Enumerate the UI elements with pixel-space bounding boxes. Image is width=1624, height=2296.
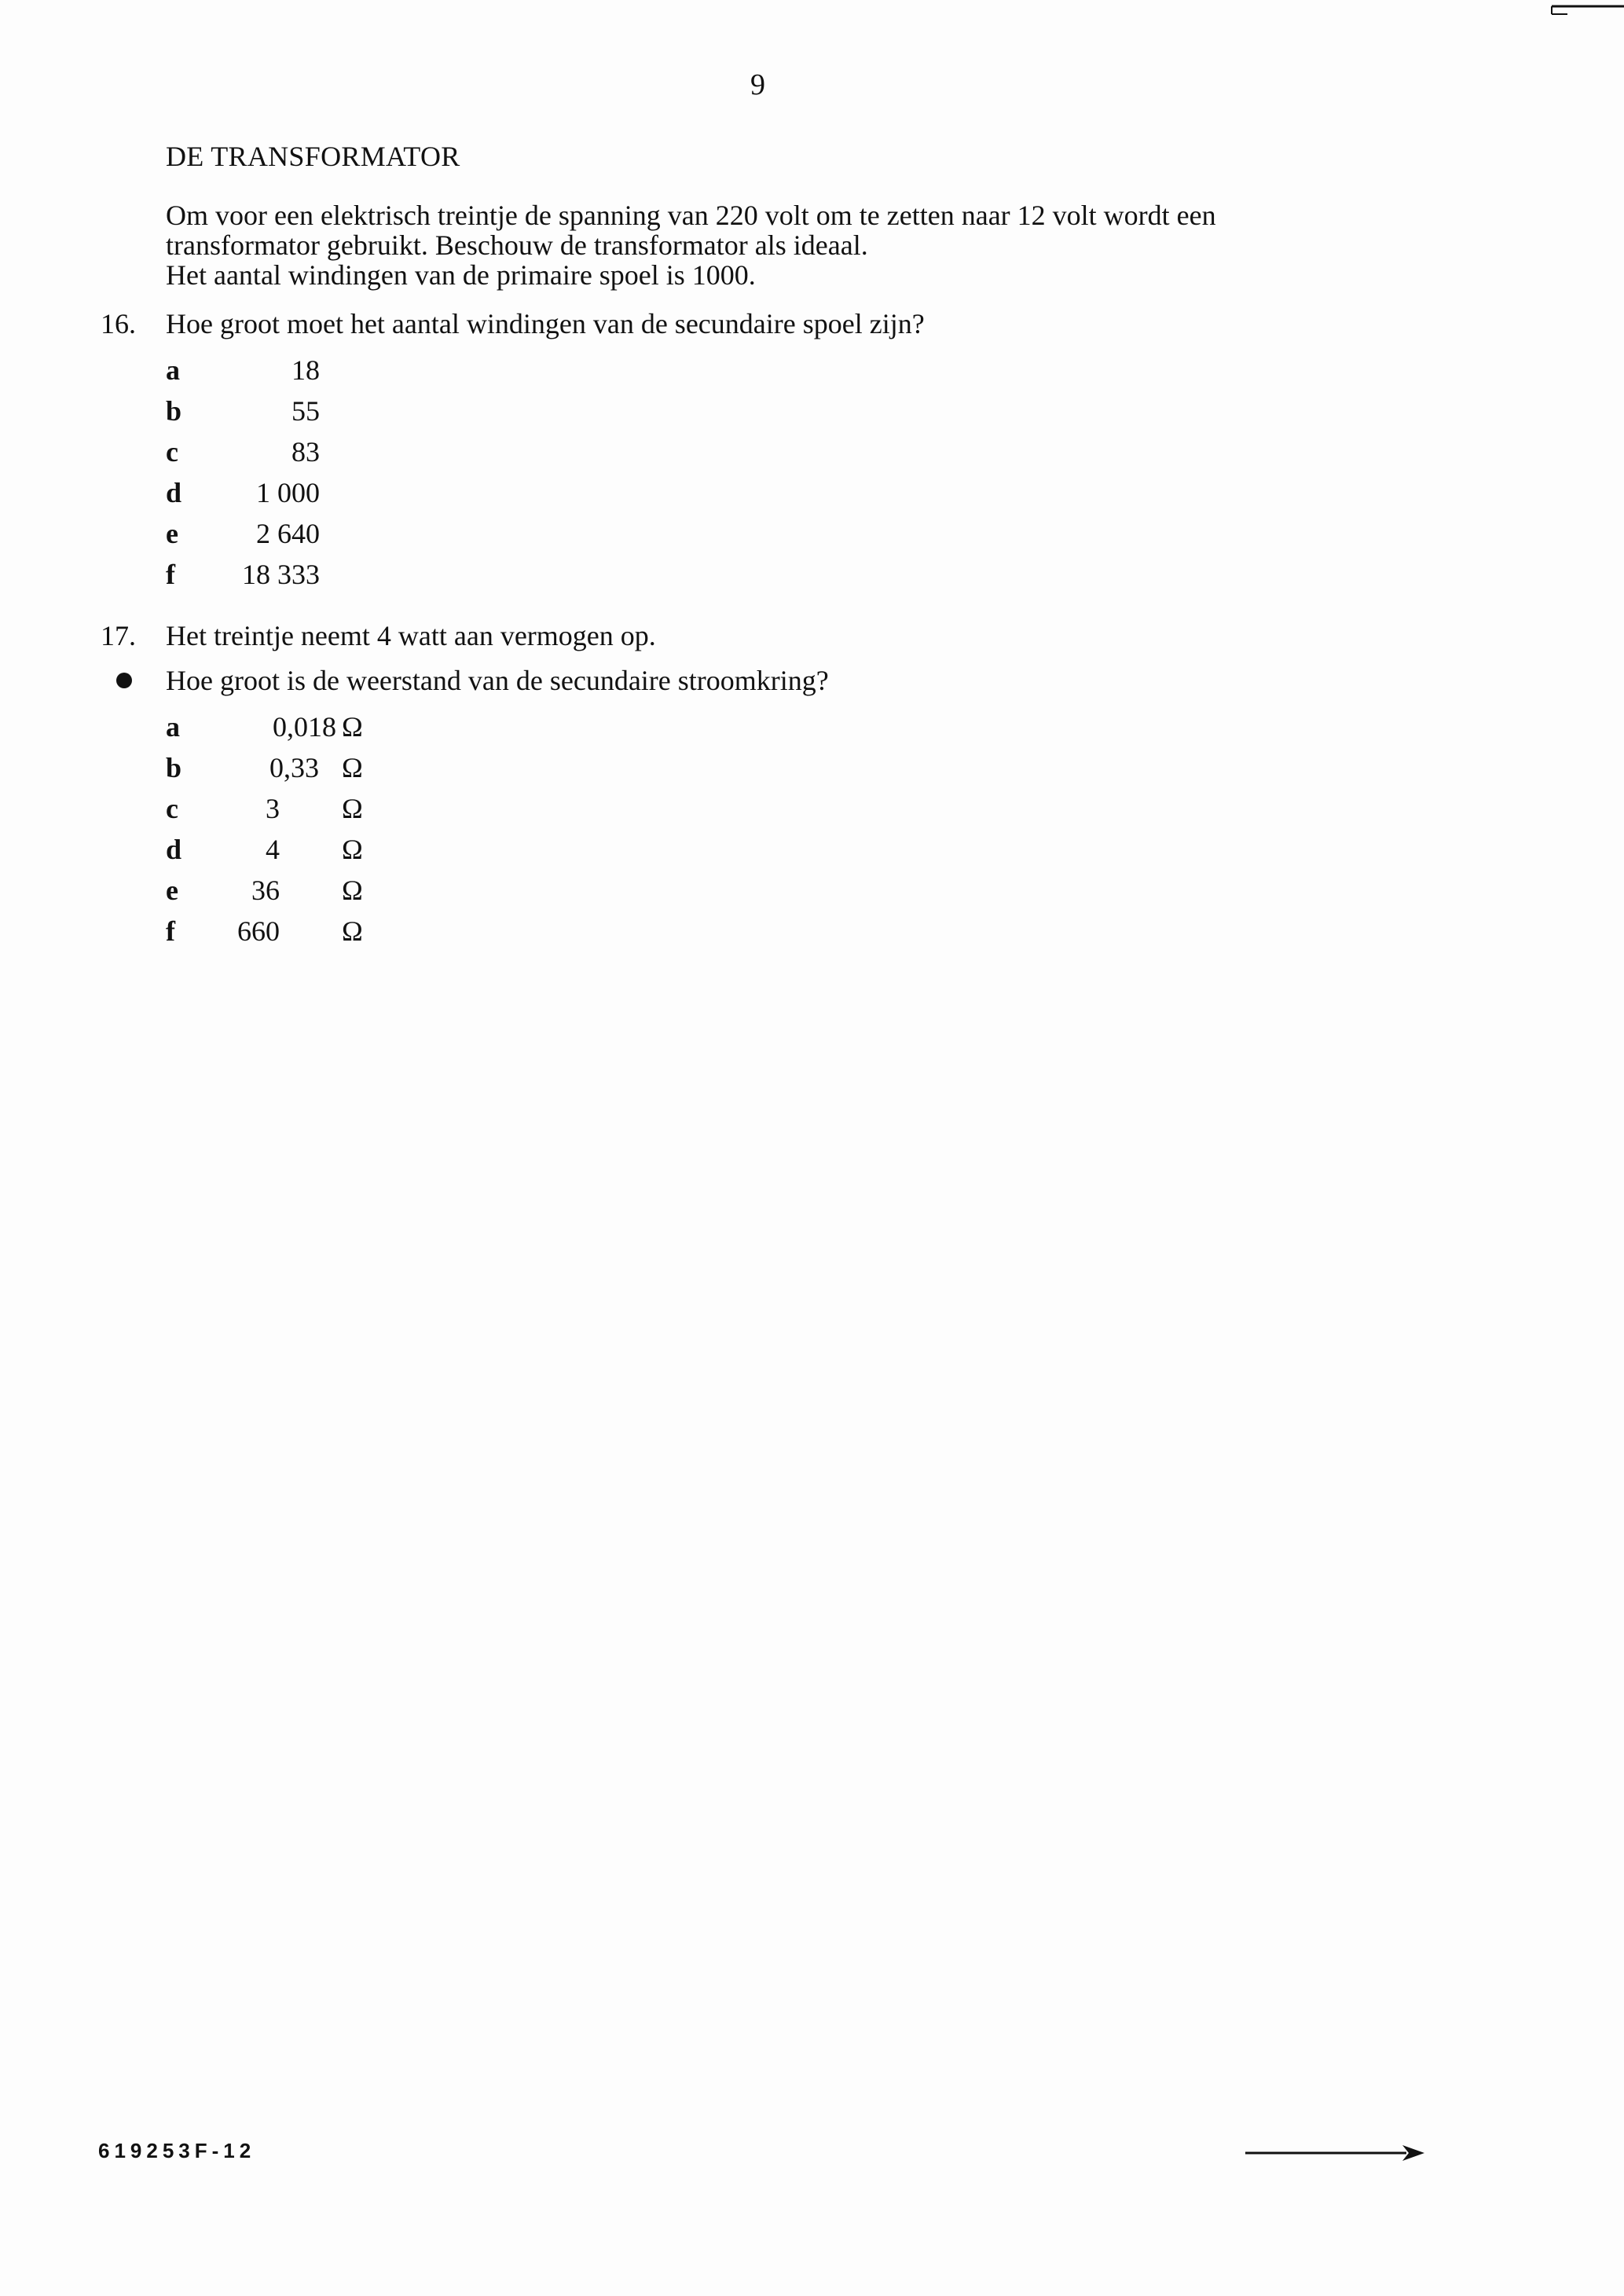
option-value: 0,33 <box>269 752 319 783</box>
option-letter: b <box>166 752 182 783</box>
option-value: 0,018 <box>273 711 336 743</box>
option-unit: Ω <box>342 711 363 743</box>
option-value: 36 <box>251 875 280 906</box>
option-letter: e <box>166 518 178 549</box>
option-letter: c <box>166 793 178 824</box>
option-unit: Ω <box>342 752 363 783</box>
option-letter: e <box>166 875 178 906</box>
corner-mark <box>1538 0 1624 24</box>
question-subtext: Hoe groot is de weerstand van de secundaire stroomkring? <box>166 665 829 696</box>
option-value: 18 333 <box>242 559 320 590</box>
option-value: 83 <box>291 436 320 468</box>
option-letter: b <box>166 395 182 427</box>
arrow-right-icon <box>1245 2141 1426 2165</box>
option-letter: d <box>166 834 182 865</box>
option-unit: Ω <box>342 834 363 865</box>
option-letter: a <box>166 711 180 743</box>
option-value: 3 <box>266 793 280 824</box>
section-title: DE TRANSFORMATOR <box>166 141 460 172</box>
intro-paragraph <box>166 200 1216 290</box>
intro-line: Om voor een elektrisch treintje de spanning van 220 volt om te zetten naar 12 volt wordt een <box>166 200 1216 231</box>
option-value: 18 <box>291 354 320 386</box>
option-unit: Ω <box>342 793 363 824</box>
option-letter: f <box>166 559 175 590</box>
option-value: 4 <box>266 834 280 865</box>
option-value: 55 <box>291 395 320 427</box>
option-value: 660 <box>237 915 280 947</box>
question-text: Het treintje neemt 4 watt aan vermogen op. <box>166 620 656 651</box>
question-text: Hoe groot moet het aantal windingen van de secundaire spoel zijn? <box>166 308 925 339</box>
option-value: 2 640 <box>256 518 320 549</box>
option-value: 1 000 <box>256 477 320 508</box>
bullet-icon <box>116 673 132 688</box>
option-letter: a <box>166 354 180 386</box>
question-number: 17. <box>101 620 136 651</box>
option-unit: Ω <box>342 915 363 947</box>
intro-line: Het aantal windingen van de primaire spoel is 1000. <box>166 259 756 291</box>
intro-line: transformator gebruikt. Beschouw de transformator als ideaal. <box>166 229 868 261</box>
option-letter: f <box>166 915 175 947</box>
document-code: 619253F-12 <box>98 2139 256 2162</box>
option-letter: d <box>166 477 182 508</box>
page-number: 9 <box>750 68 765 101</box>
option-letter: c <box>166 436 178 468</box>
option-unit: Ω <box>342 875 363 906</box>
question-number: 16. <box>101 308 136 339</box>
